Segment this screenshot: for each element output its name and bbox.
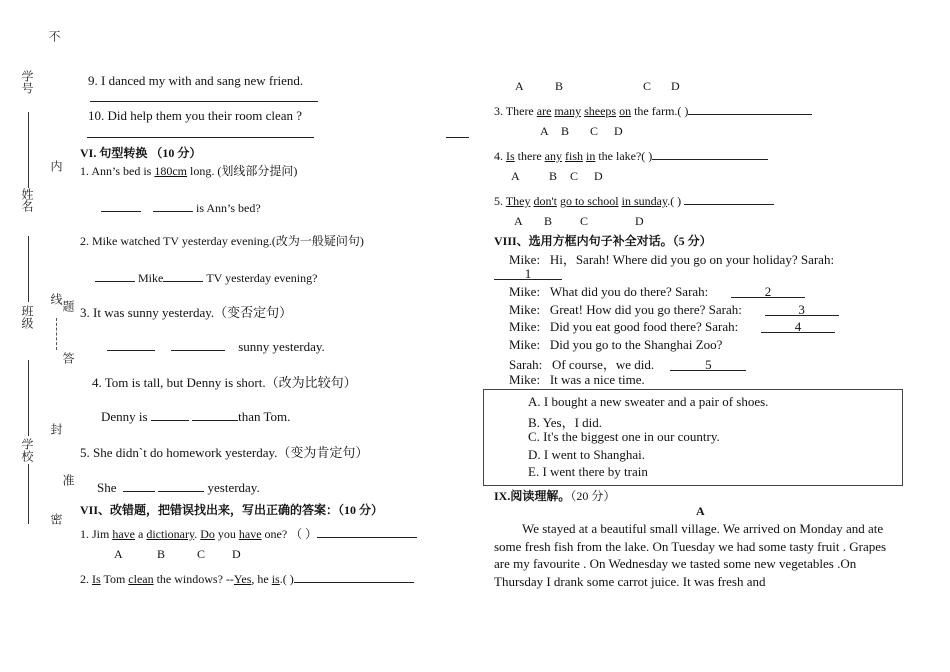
s6-question-1: 1. Ann’s bed is 180cm long. (划线部分提问) — [80, 164, 298, 178]
dotted-line — [56, 318, 57, 350]
choices-box — [483, 389, 903, 486]
answer-blank[interactable] — [192, 407, 238, 421]
answer-blank[interactable] — [151, 407, 189, 421]
answer-blank[interactable] — [107, 337, 155, 351]
s7-question-2: 2. Is Tom clean the windows? --Yes, he is.( ) — [80, 569, 414, 587]
dialog-line-4: Mike: Did you eat good food there? Sarah: 4 — [509, 319, 835, 335]
question-9: 9. I danced my with and sang new friend. — [88, 73, 304, 88]
sidebar-mark: 密 — [49, 513, 63, 525]
r-question-4: 4. Is there any fish in the lake?( ) — [494, 146, 768, 164]
s6-question-2: 2. Mike watched TV yesterday evening.(改为一般疑问句) — [80, 234, 364, 248]
student-no-line — [28, 112, 29, 188]
dialog-line-5: Mike: Did you go to the Shanghai Zoo? — [509, 337, 723, 352]
answer-blank[interactable] — [153, 198, 193, 212]
s7-question-1: 1. Jim have a dictionary. Do you have one? （ ） — [80, 524, 417, 542]
answer-blank[interactable] — [652, 146, 768, 160]
s6-question-3: 3. It was sunny yesterday.（变否定句） — [80, 305, 293, 320]
option-letter: D — [232, 547, 241, 561]
answer-blank[interactable] — [158, 478, 204, 492]
option-letter: B — [544, 214, 553, 228]
dialog-blank-1 — [494, 266, 562, 282]
sidebar-mark: 答 — [61, 352, 75, 364]
option-letter: C — [643, 79, 652, 93]
option-letter: D — [614, 124, 623, 138]
option-letter: C — [570, 169, 579, 183]
dialog-line-7: Mike: It was a nice time. — [509, 372, 645, 387]
dialog-line-6: Sarah: Of course，we did. 5 — [509, 354, 746, 373]
r-question-5: 5. They don't go to school in sunday.( ) — [494, 191, 774, 209]
section-7-title: VII、改错题，把错误找出来，写出正确的答案：（10 分） — [80, 503, 384, 517]
choice-d: D. I went to Shanghai. — [528, 447, 645, 462]
option-letter: C — [197, 547, 206, 561]
option-letter: A — [114, 547, 123, 561]
choice-c: C. It's the biggest one in our country. — [528, 429, 720, 444]
answer-blank[interactable] — [101, 198, 141, 212]
name-line — [28, 236, 29, 302]
answer-blank[interactable]: 3 — [765, 302, 839, 316]
option-letter: D — [635, 214, 644, 228]
dialog-line-2: Mike: What did you do there? Sarah: 2 — [509, 284, 805, 300]
sidebar-mark: 封 — [49, 423, 63, 435]
s6-q1-answer: is Ann’s bed? — [101, 198, 261, 216]
option-letter: A — [515, 79, 524, 93]
school-label: 学校 — [20, 438, 34, 462]
passage-label: A — [696, 504, 705, 518]
question-10: 10. Did help them you their room clean ? — [88, 108, 303, 123]
answer-blank[interactable] — [688, 101, 812, 115]
reading-passage: We stayed at a beautiful small village. We arrived on Monday and ate some fresh fish from the lake. On Tuesday we had some tasty fruit . Grapes are my favourite . On Wednesday we tasted some new vegetables .On Thursday I drank some carrot juice. It was fresh and — [494, 521, 887, 589]
student-no-label: 学号 — [20, 70, 34, 94]
answer-blank[interactable] — [95, 268, 135, 282]
answer-blank[interactable]: 2 — [731, 284, 805, 298]
sidebar-mark: 不 — [47, 30, 61, 42]
sidebar-mark: 题 — [61, 300, 75, 312]
choice-a: A. I bought a new sweater and a pair of shoes. — [528, 394, 769, 409]
section-8-title: VIII、选用方框内句子补全对话。（5 分） — [494, 234, 712, 248]
answer-line — [90, 101, 318, 102]
name-label: 姓名 — [20, 188, 34, 212]
s6-q5-answer: She yesterday. — [97, 480, 260, 495]
s6-q3-answer: sunny yesterday. — [107, 337, 325, 355]
sidebar-mark: 准 — [61, 474, 75, 486]
dialog-line-1: Mike: Hi，Sarah! Where did you go on your holiday? Sarah: — [509, 252, 835, 267]
choice-b: B. Yes，I did. — [528, 415, 603, 430]
dialog-line-3: Mike: Great! How did you go there? Sarah: 3 — [509, 302, 839, 318]
option-letter: A — [540, 124, 549, 138]
sidebar-mark: 线 — [49, 293, 63, 305]
option-letter: B — [555, 79, 564, 93]
choice-e: E. I went there by train — [528, 464, 648, 479]
option-letter: D — [594, 169, 603, 183]
option-letter: D — [671, 79, 680, 93]
option-letter: C — [590, 124, 599, 138]
s6-question-4: 4. Tom is tall, but Denny is short.（改为比较句） — [92, 375, 357, 390]
class-label: 班级 — [20, 305, 34, 329]
answer-blank[interactable]: 4 — [761, 319, 835, 333]
answer-blank[interactable]: 1 — [494, 266, 562, 280]
s6-question-5: 5. She didn`t do homework yesterday.（变为肯定句） — [80, 445, 369, 460]
r-question-3: 3. There are many sheeps on the farm.( ) — [494, 101, 812, 119]
sidebar-mark: 内 — [49, 160, 63, 172]
answer-blank[interactable] — [171, 337, 225, 351]
answer-line — [87, 137, 314, 138]
section-9-title: IX.阅读理解。（20 分） — [494, 489, 616, 503]
option-letter: B — [157, 547, 166, 561]
option-letter: B — [561, 124, 570, 138]
answer-blank[interactable]: 5 — [670, 357, 746, 371]
class-line — [28, 360, 29, 436]
answer-blank[interactable] — [684, 191, 774, 205]
option-letter: A — [511, 169, 520, 183]
answer-blank[interactable] — [317, 524, 417, 538]
option-letter: A — [514, 214, 523, 228]
option-letter: C — [580, 214, 589, 228]
answer-blank[interactable] — [163, 268, 203, 282]
section-6-title: VI. 句型转换 （10 分） — [80, 146, 202, 160]
school-line — [28, 464, 29, 524]
answer-line — [446, 137, 469, 138]
s6-q4-answer: Denny is than Tom. — [101, 409, 291, 424]
option-letter: B — [549, 169, 558, 183]
answer-blank[interactable] — [123, 478, 155, 492]
answer-blank[interactable] — [294, 569, 414, 583]
s6-q2-answer: Mike TV yesterday evening? — [95, 268, 317, 286]
